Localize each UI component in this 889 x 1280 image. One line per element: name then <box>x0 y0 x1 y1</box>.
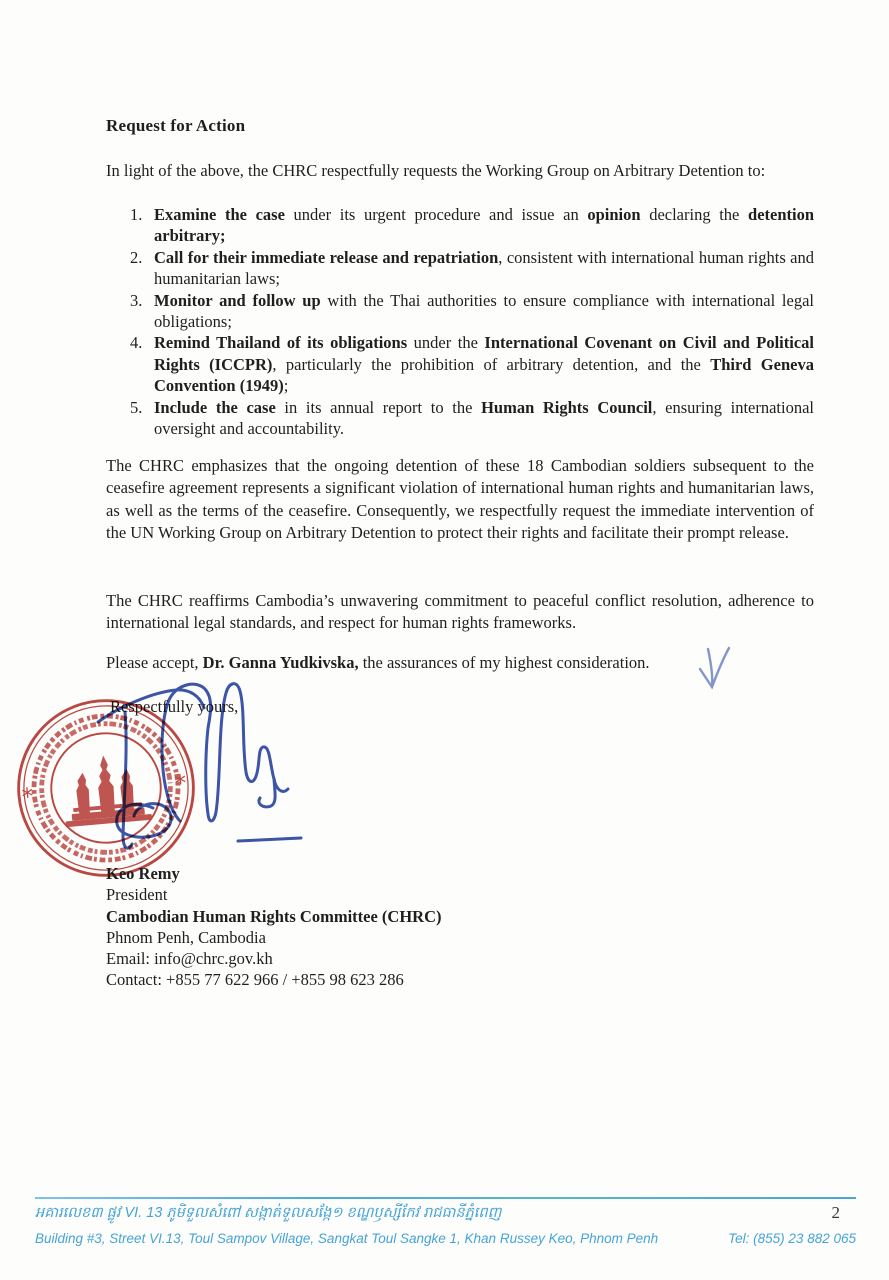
list-item-text: Examine the case under its urgent procedure and issue an opinion declaring the detention arbitrary; <box>154 205 815 246</box>
page-number: 2 <box>831 1203 840 1222</box>
footer-telephone: Tel: (855) 23 882 065 <box>728 1231 856 1246</box>
closing-line: Please accept, Dr. Ganna Yudkivska, the assurances of my highest consideration. <box>106 653 650 672</box>
list-item-number: 2. <box>130 247 143 267</box>
intro-paragraph: In light of the above, the CHRC respectfully requests the Working Group on Arbitrary Detention to: <box>106 161 766 180</box>
svg-text:*: * <box>20 783 35 811</box>
list-item <box>106 290 814 333</box>
initial-check-icon <box>696 643 734 695</box>
signer-location: Phnom Penh, Cambodia <box>106 927 266 947</box>
signer-title: President <box>106 885 168 905</box>
salutation: Respectfully yours, <box>110 697 239 716</box>
list-item-text: Monitor and follow up with the Thai authorities to ensure compliance with international legal obligations; <box>154 290 815 332</box>
list-item-number: 3. <box>130 290 143 310</box>
list-item <box>106 247 814 290</box>
signature-block <box>106 863 442 991</box>
list-item-number: 5. <box>130 397 143 417</box>
list-item <box>106 397 814 440</box>
footer-khmer-address: អគារលេខ៣ ផ្លូវ VI. 13 ភូមិទួលសំពៅ សង្កាត់ទួលសង្កែ១ ខណ្ឌឫស្សីកែវ រាជធានីភ្នំពេញ <box>35 1205 502 1221</box>
reaffirm-paragraph: The CHRC reaffirms Cambodia’s unwavering commitment to peaceful conflict resolution, adherence to international legal standards, and respect for human rights frameworks. <box>106 591 814 633</box>
list-item <box>106 204 814 247</box>
footer-divider <box>35 1197 856 1199</box>
request-list <box>106 204 814 439</box>
footer-english-address: Building #3, Street VI.13, Toul Sampov Village, Sangkat Toul Sangke 1, Khan Russey Keo, Phnom Penh <box>35 1231 659 1246</box>
signer-contact: Contact: +855 77 622 966 / +855 98 623 286 <box>106 970 404 990</box>
signer-email: Email: info@chrc.gov.kh <box>106 949 273 969</box>
list-item-text: Remind Thailand of its obligations under the International Covenant on Civil and Political Rights (ICCPR), particularly the prohibition of arbitrary detention, and the Third Geneva Convention (1949); <box>154 333 814 396</box>
list-item-text: Call for their immediate release and repatriation, consistent with international human rights and humanitarian laws; <box>154 247 814 289</box>
list-item-number: 1. <box>130 205 143 224</box>
list-item <box>106 332 814 396</box>
emphasis-paragraph: The CHRC emphasizes that the ongoing detention of these 18 Cambodian soldiers subsequent to the ceasefire agreement represents a significant violation of international human rights and humanitarian laws, as well as the terms of the ceasefire. Consequently, we respectfully request the immediate intervention of the UN Working Group on Arbitrary Detention to protect their rights and facilitate their prompt release. <box>106 456 814 543</box>
section-heading: Request for Action <box>106 116 246 135</box>
svg-text:*: * <box>173 770 188 798</box>
list-item-text: Include the case in its annual report to the Human Rights Council, ensuring international oversight and accountability. <box>154 397 815 439</box>
signer-organization: Cambodian Human Rights Committee (CHRC) <box>106 906 442 926</box>
signer-name: Keo Remy <box>106 864 180 883</box>
list-item-number: 4. <box>130 333 143 353</box>
president-signature-icon <box>58 676 310 860</box>
